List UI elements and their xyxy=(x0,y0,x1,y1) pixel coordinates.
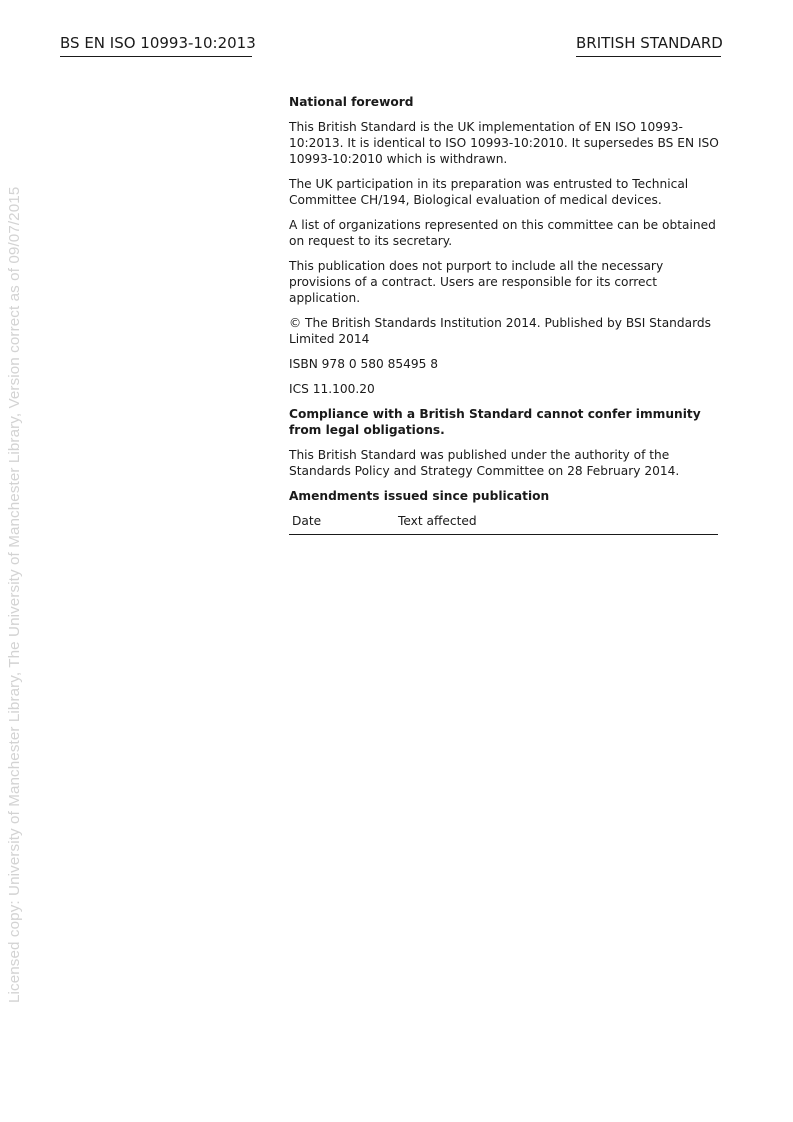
ics-code: ICS 11.100.20 xyxy=(289,382,375,396)
copyright-notice: © The British Standards Institution 2014. Published by BSI Standards Limited 2014 xyxy=(289,316,711,346)
national-foreword-section xyxy=(289,94,721,535)
foreword-title: National foreword xyxy=(289,95,414,109)
column-header-date: Date xyxy=(289,513,395,535)
isbn: ISBN 978 0 580 85495 8 xyxy=(289,357,438,371)
amendments-title: Amendments issued since publication xyxy=(289,489,550,503)
column-header-text-affected: Text affected xyxy=(395,513,718,535)
compliance-statement: Compliance with a British Standard cannot confer immunity from legal obligations. xyxy=(289,407,701,437)
foreword-paragraph-disclaimer: This publication does not purport to include all the necessary provisions of a contract. Users are responsible for its correct application. xyxy=(289,259,664,305)
document-number-header: BS EN ISO 10993-10:2013 xyxy=(60,33,252,57)
foreword-paragraph-implementation: This British Standard is the UK implementation of EN ISO 10993-10:2013. It is identical to ISO 10993-10:2010. It supersedes BS EN ISO 10993-10:2010 which is withdrawn. xyxy=(289,120,719,166)
amendments-header-row xyxy=(289,513,718,535)
standard-type-header: BRITISH STANDARD xyxy=(576,33,721,57)
amendments-table xyxy=(289,513,718,535)
license-watermark: Licensed copy: University of Manchester Library, The University of Manchester Library, Version correct as of 09/07/2015 xyxy=(6,186,23,1003)
foreword-paragraph-organizations: A list of organizations represented on this committee can be obtained on request to its secretary. xyxy=(289,218,716,248)
publication-note: This British Standard was published under the authority of the Standards Policy and Strategy Committee on 28 February 2014. xyxy=(289,448,680,478)
foreword-paragraph-committee: The UK participation in its preparation was entrusted to Technical Committee CH/194, Biological evaluation of medical devices. xyxy=(289,177,689,207)
